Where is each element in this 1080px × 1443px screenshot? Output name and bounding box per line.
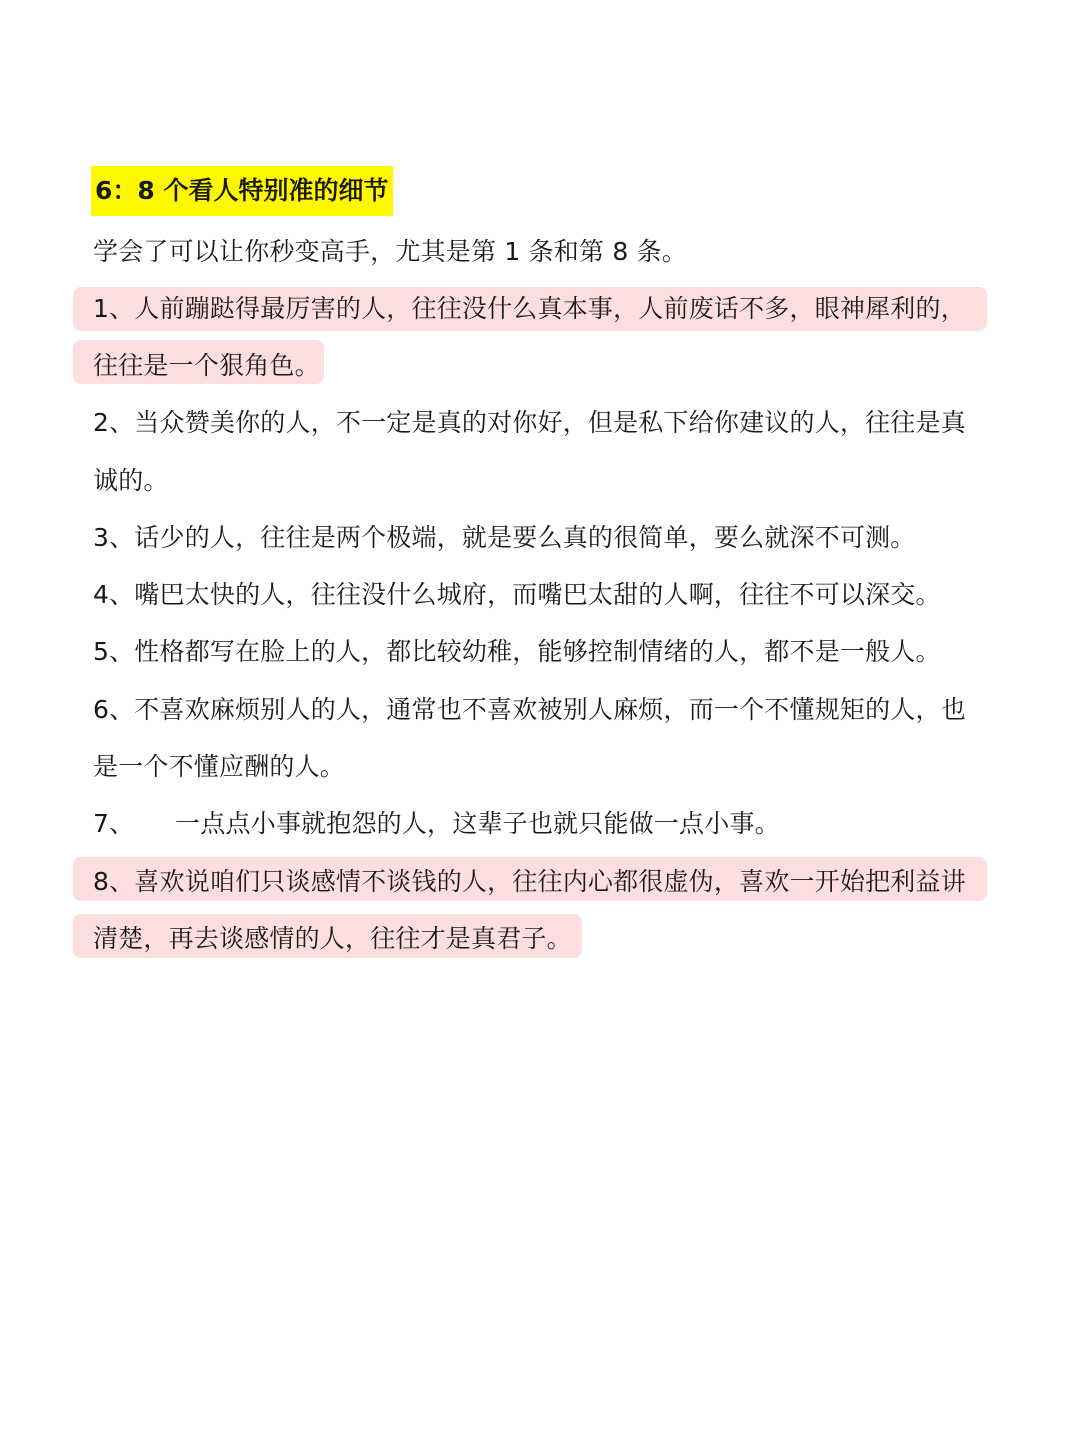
item-8-line-2: 清楚，再去谈感情的人，往往才是真君子。 [93,924,572,953]
item-6-line-1: 6、不喜欢麻烦别人的人，通常也不喜欢被别人麻烦，而一个不懂规矩的人，也 [93,695,966,724]
item-3-line-1: 3、话少的人，往往是两个极端，就是要么真的很简单，要么就深不可测。 [93,523,916,552]
intro-text: 学会了可以让你秒变高手，尤其是第 1 条和第 8 条。 [93,237,688,266]
item-4-line-1: 4、嘴巴太快的人，往往没什么城府，而嘴巴太甜的人啊，往往不可以深交。 [93,580,941,609]
item-7-line-1: 7、 一点点小事就抱怨的人，这辈子也就只能做一点小事。 [93,809,780,838]
document-title: 6：8 个看人特别准的细节 [91,166,393,216]
item-1-line-2: 往往是一个狠角色。 [93,351,320,380]
item-2-line-1: 2、当众赞美你的人，不一定是真的对你好，但是私下给你建议的人，往往是真 [93,408,966,437]
item-8-line-1: 8、喜欢说咱们只谈感情不谈钱的人，往往内心都很虚伪，喜欢一开始把利益讲 [93,867,966,896]
item-1-line-1: 1、人前蹦跶得最厉害的人，往往没什么真本事，人前废话不多，眼神犀利的， [93,294,966,323]
item-6-line-2: 是一个不懂应酬的人。 [93,752,346,781]
item-2-line-2: 诚的。 [93,466,169,495]
item-5-line-1: 5、性格都写在脸上的人，都比较幼稚，能够控制情绪的人，都不是一般人。 [93,637,941,666]
